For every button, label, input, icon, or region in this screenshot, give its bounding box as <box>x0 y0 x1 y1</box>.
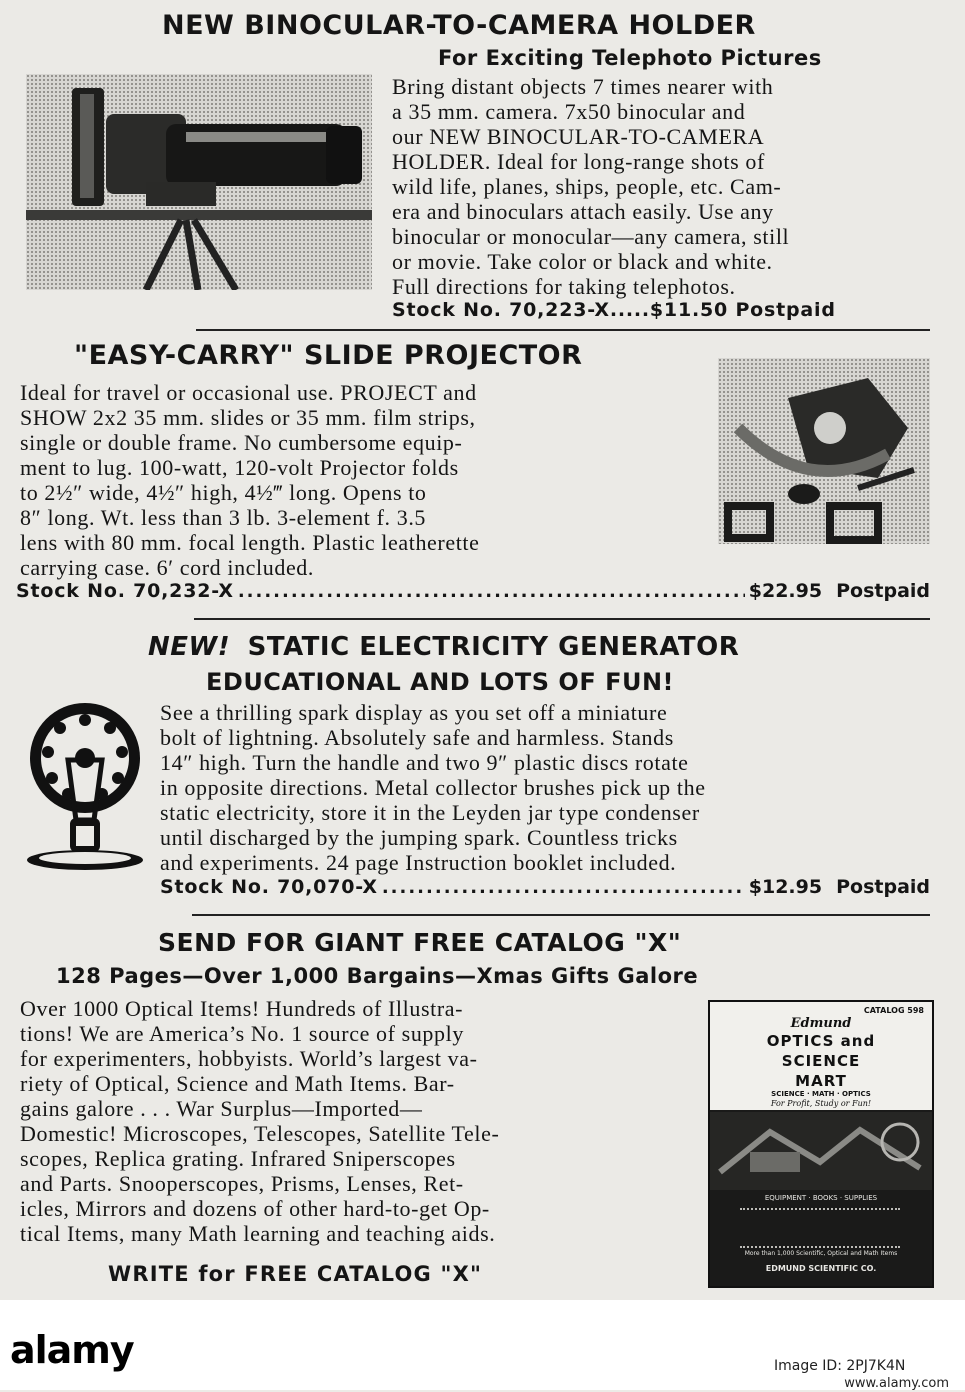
ad1-stock-line: Stock No. 70,223-X.....$11.50 Postpaid <box>392 299 836 321</box>
catalog-cover-tagline2: For Profit, Study or Fun! <box>770 1099 872 1108</box>
ad1-body-line: Full directions for taking telephotos. <box>392 274 736 299</box>
ad2-body-line: carrying case. 6′ cord included. <box>20 555 315 580</box>
ad3-body-line: in opposite directions. Metal collector brushes pick up the <box>160 775 706 800</box>
ad4-body-line: riety of Optical, Science and Math Items. Bar- <box>20 1071 455 1096</box>
ad3-stock-number: Stock No. 70,070-X <box>160 876 378 898</box>
ad1-subtitle: For Exciting Telephoto Pictures <box>438 46 822 70</box>
divider <box>196 329 930 331</box>
divider <box>192 914 930 916</box>
ad4-body-line: for experimenters, hobbyists. World’s largest va- <box>20 1046 478 1071</box>
ad2-body <box>20 380 480 580</box>
ad1-title: NEW BINOCULAR-TO-CAMERA HOLDER <box>162 10 756 41</box>
binocular-camera-photo <box>26 74 372 290</box>
ad1-body-line: wild life, planes, ships, people, etc. Cam- <box>392 174 782 199</box>
catalog-cover-company: EDMUND SCIENTIFIC CO. <box>765 1264 877 1273</box>
ad2-price: $22.95 <box>748 580 823 602</box>
ad1-body-line: our NEW BINOCULAR-TO-CAMERA <box>392 124 765 149</box>
ad3-body-line: until discharged by the jumping spark. Countless tricks <box>160 825 678 850</box>
static-generator-illustration <box>18 700 152 876</box>
ad1-body-line: Bring distant objects 7 times nearer with <box>392 74 774 99</box>
ad2-body-line: Ideal for travel or occasional use. PROJECT and <box>20 380 477 405</box>
ad4-body-line: gains galore . . . War Surplus—Imported— <box>20 1096 423 1121</box>
image-id: Image ID: 2PJ7K4N <box>774 1358 906 1374</box>
ad2-stock-number: Stock No. 70,232-X <box>16 580 234 602</box>
ad1-body <box>392 74 789 299</box>
ad3-stock-row <box>160 876 930 898</box>
ad3-new-label: NEW! <box>148 632 231 662</box>
slide-projector-photo <box>718 358 930 544</box>
ad4-body-line: icles, Mirrors and dozens of other hard-to-get Op- <box>20 1196 490 1221</box>
ad4-body-line: tical Items, many Math learning and teaching aids. <box>20 1221 496 1246</box>
ad2-body-line: to 2½″ wide, 4½″ high, 4½‴ long. Opens to <box>20 480 427 505</box>
catalog-cover-more: More than 1,000 Scientific, Optical and Math Items <box>744 1250 898 1257</box>
ad1-body-line: era and binoculars attach easily. Use any <box>392 199 774 224</box>
ad2-postpaid: Postpaid <box>836 580 930 602</box>
ad2-body-line: ment to lug. 100-watt, 120-volt Projector folds <box>20 455 459 480</box>
ad4-body-line: Domestic! Microscopes, Telescopes, Satellite Tele- <box>20 1121 500 1146</box>
binocular-camera-illustration <box>26 74 372 290</box>
catalog-cover-line1: OPTICS and <box>766 1032 876 1050</box>
ad2-body-line: 8″ long. Wt. less than 3 lb. 3-element f. 3.5 <box>20 505 427 530</box>
ad2-title: "EASY-CARRY" SLIDE PROJECTOR <box>74 340 583 371</box>
ad4-body <box>20 996 499 1246</box>
dot-leader <box>238 581 745 602</box>
catalog-cover-line3: MART <box>795 1072 847 1090</box>
slide-projector-illustration <box>718 358 930 544</box>
ad2-stock-row <box>16 580 930 602</box>
ad4-body-line: and Parts. Snooperscopes, Prisms, Lenses, Ret- <box>20 1171 464 1196</box>
ad4-body-line: Over 1000 Optical Items! Hundreds of Illustra- <box>20 996 464 1021</box>
ad4-title: SEND FOR GIANT FREE CATALOG "X" <box>158 928 682 957</box>
catalog-cover-art <box>710 1112 932 1190</box>
ad3-body-line: static electricity, store it in the Leyden jar type condenser <box>160 800 700 825</box>
alamy-logo: alamy <box>10 1328 134 1372</box>
ad1-body-line: binocular or monocular—any camera, still <box>392 224 790 249</box>
ad1-body-line: or movie. Take color or black and white. <box>392 249 773 274</box>
catalog-cover-brand: Edmund <box>790 1016 852 1031</box>
ad3-price: $12.95 <box>748 876 823 898</box>
ad2-body-line: lens with 80 mm. focal length. Plastic leatherette <box>20 530 480 555</box>
catalog-cover-equip: EQUIPMENT · BOOKS · SUPPLIES <box>764 1194 878 1202</box>
ad3-title: STATIC ELECTRICITY GENERATOR <box>247 632 740 662</box>
ad3-body-line: bolt of lightning. Absolutely safe and harmless. Stands <box>160 725 674 750</box>
ad2-body-line: SHOW 2x2 35 mm. slides or 35 mm. film strips, <box>20 405 476 430</box>
ad2-body-line: single or double frame. No cumbersome equip- <box>20 430 463 455</box>
ad3-body-line: and experiments. 24 page Instruction booklet included. <box>160 850 677 875</box>
ad1-body-line: a 35 mm. camera. 7x50 binocular and <box>392 99 746 124</box>
ad3-body-line: 14″ high. Turn the handle and two 9″ plastic discs rotate <box>160 750 689 775</box>
ad4-subtitle: 128 Pages—Over 1,000 Bargains—Xmas Gifts Galore <box>56 964 699 988</box>
ad4-cta: WRITE for FREE CATALOG "X" <box>108 1262 483 1286</box>
ad1-body-line: HOLDER. Ideal for long-range shots of <box>392 149 765 174</box>
static-generator-drawing <box>18 700 152 876</box>
catalog-cover-small: CATALOG 598 <box>863 1006 924 1015</box>
catalog-cover-tagline: SCIENCE · MATH · OPTICS <box>771 1090 871 1098</box>
ad3-body-line: See a thrilling spark display as you set off a miniature <box>160 700 668 725</box>
ad3-subtitle: EDUCATIONAL AND LOTS OF FUN! <box>206 668 674 696</box>
watermark-bar <box>0 1300 965 1390</box>
alamy-url: www.alamy.com <box>844 1376 949 1391</box>
divider <box>194 618 930 620</box>
catalog-cover-line2: SCIENCE <box>781 1052 861 1070</box>
dot-leader <box>382 877 745 898</box>
ad3-title-row <box>148 632 739 662</box>
ad4-body-line: tions! We are America’s No. 1 source of supply <box>20 1021 464 1046</box>
catalog-cover <box>708 1000 934 1288</box>
ad3-postpaid: Postpaid <box>836 876 930 898</box>
ad3-body <box>160 700 706 875</box>
ad4-body-line: scopes, Replica grating. Infrared Sniperscopes <box>20 1146 456 1171</box>
